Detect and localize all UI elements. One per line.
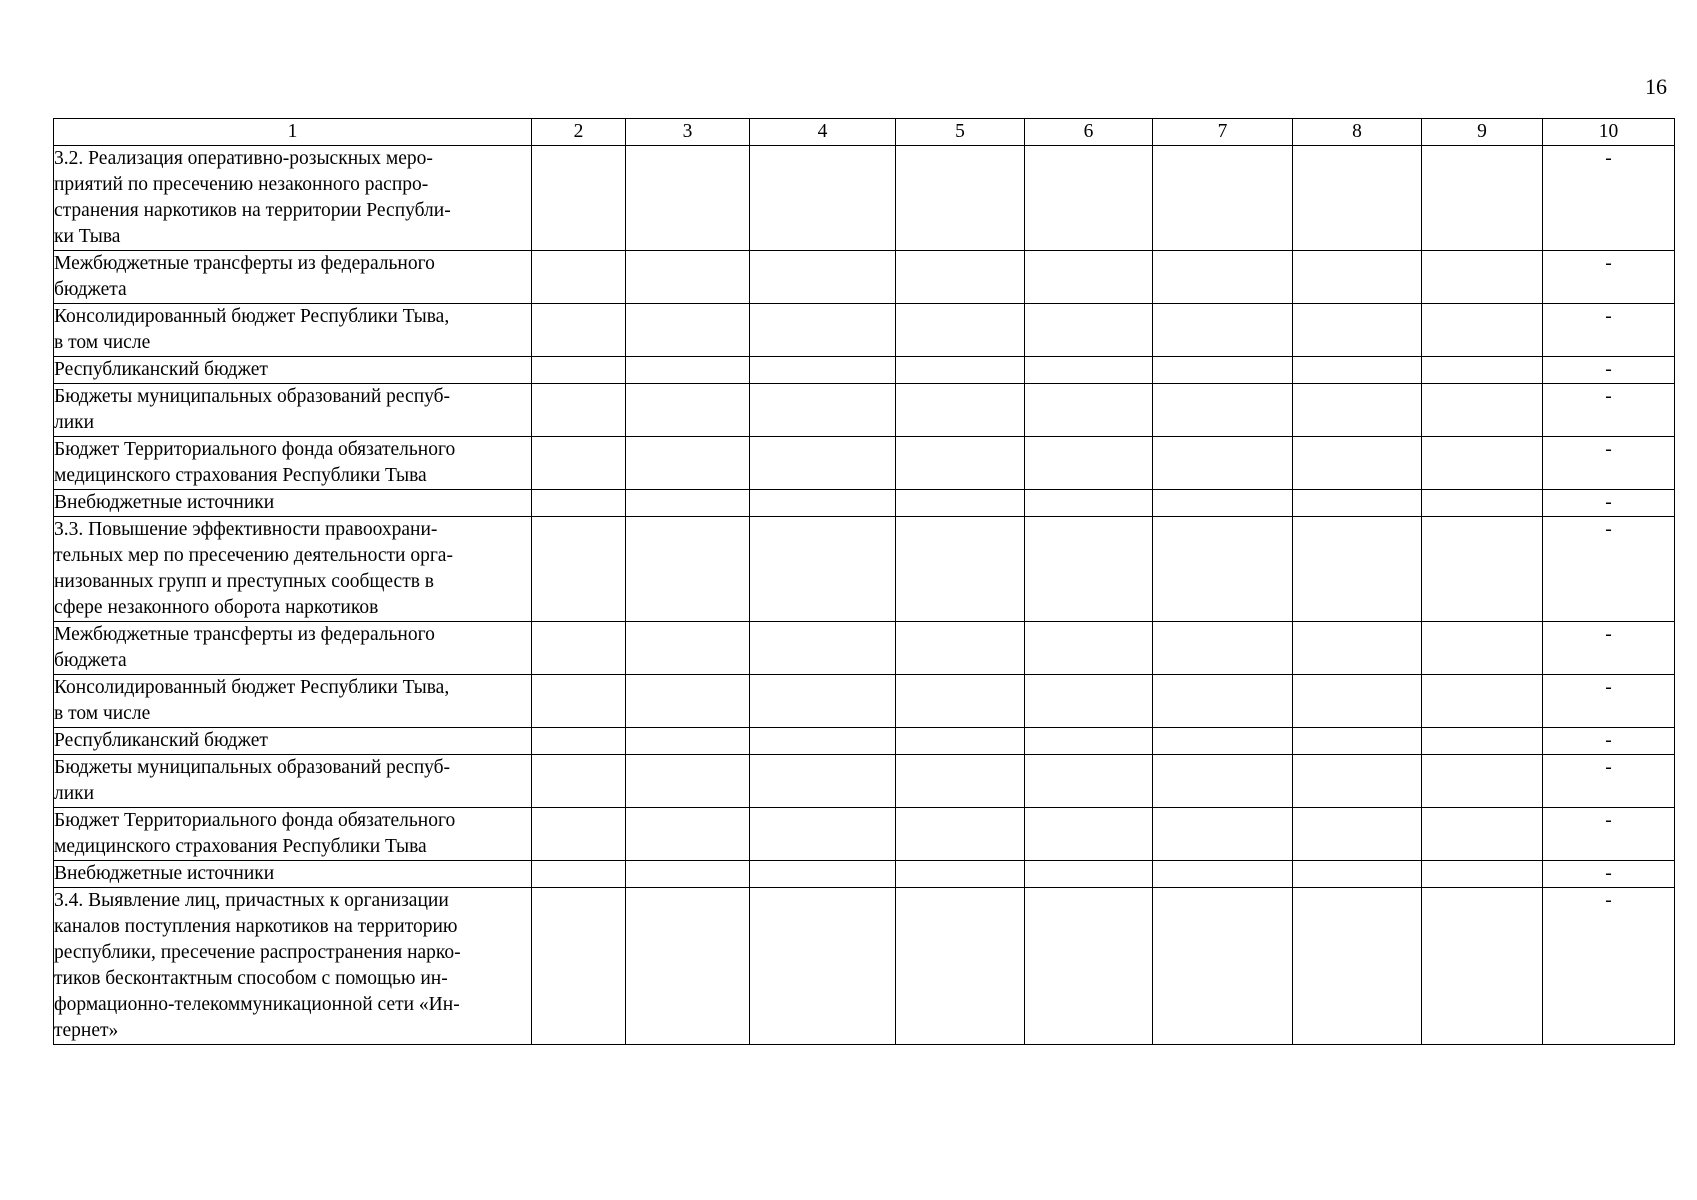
table-cell-col-4 <box>750 146 896 251</box>
table-cell-col-4 <box>750 437 896 490</box>
row-label: Республиканский бюджет <box>54 357 532 384</box>
table-cell-col-5 <box>896 728 1025 755</box>
table-cell-col-3 <box>626 251 750 304</box>
table-cell-col-4 <box>750 675 896 728</box>
table-cell-col-10: - <box>1543 437 1675 490</box>
table-row <box>54 384 1675 437</box>
table-cell-col-7 <box>1153 357 1293 384</box>
table-cell-col-10: - <box>1543 675 1675 728</box>
table-cell-col-6 <box>1025 146 1153 251</box>
table-cell-col-2 <box>532 517 626 622</box>
table-cell-col-2 <box>532 304 626 357</box>
row-label: Бюджеты муниципальных образований респуб- лики <box>54 384 532 437</box>
table-cell-col-8 <box>1293 251 1422 304</box>
table-cell-col-9 <box>1422 357 1543 384</box>
table-cell-col-2 <box>532 808 626 861</box>
row-label: Бюджет Территориального фонда обязательного медицинского страхования Республики Тыва <box>54 808 532 861</box>
table-cell-col-9 <box>1422 304 1543 357</box>
table-cell-col-9 <box>1422 437 1543 490</box>
table-cell-col-3 <box>626 517 750 622</box>
table-cell-col-8 <box>1293 304 1422 357</box>
column-header: 9 <box>1422 119 1543 146</box>
table-cell-col-8 <box>1293 517 1422 622</box>
column-header: 8 <box>1293 119 1422 146</box>
table-cell-col-5 <box>896 755 1025 808</box>
table-cell-col-4 <box>750 304 896 357</box>
table-cell-col-4 <box>750 728 896 755</box>
table-cell-col-8 <box>1293 888 1422 1045</box>
table-cell-col-10: - <box>1543 622 1675 675</box>
table-cell-col-2 <box>532 251 626 304</box>
table-body <box>54 146 1675 1045</box>
page-number: 16 <box>1645 74 1667 99</box>
table-cell-col-5 <box>896 490 1025 517</box>
table-cell-col-4 <box>750 357 896 384</box>
row-label: Внебюджетные источники <box>54 490 532 517</box>
table-cell-col-5 <box>896 622 1025 675</box>
table-cell-col-5 <box>896 146 1025 251</box>
table-cell-col-10: - <box>1543 384 1675 437</box>
table-cell-col-7 <box>1153 755 1293 808</box>
table-cell-col-6 <box>1025 517 1153 622</box>
table-cell-col-4 <box>750 755 896 808</box>
table-cell-col-8 <box>1293 861 1422 888</box>
table-row <box>54 146 1675 251</box>
table-cell-col-5 <box>896 888 1025 1045</box>
table-cell-col-7 <box>1153 146 1293 251</box>
table-cell-col-6 <box>1025 304 1153 357</box>
table-cell-col-3 <box>626 622 750 675</box>
table-cell-col-9 <box>1422 622 1543 675</box>
table-cell-col-8 <box>1293 437 1422 490</box>
table-cell-col-9 <box>1422 888 1543 1045</box>
table-row <box>54 888 1675 1045</box>
table-cell-col-6 <box>1025 490 1153 517</box>
table-cell-col-4 <box>750 808 896 861</box>
table-row <box>54 755 1675 808</box>
table-cell-col-4 <box>750 517 896 622</box>
table-cell-col-9 <box>1422 384 1543 437</box>
table-cell-col-4 <box>750 861 896 888</box>
table-cell-col-3 <box>626 728 750 755</box>
table-cell-col-3 <box>626 888 750 1045</box>
row-label: 3.4. Выявление лиц, причастных к организации каналов поступления наркотиков на территорию республики, пресечение распространения нарко- тиков бесконтактным способом с помощью ин- формационно-телекоммуникационной сети «Ин- тернет» <box>54 888 532 1045</box>
table-cell-col-6 <box>1025 808 1153 861</box>
table-cell-col-8 <box>1293 728 1422 755</box>
table-cell-col-6 <box>1025 384 1153 437</box>
table-row <box>54 861 1675 888</box>
table-cell-col-3 <box>626 304 750 357</box>
table-cell-col-7 <box>1153 861 1293 888</box>
table-cell-col-6 <box>1025 675 1153 728</box>
table-cell-col-10: - <box>1543 146 1675 251</box>
table-cell-col-10: - <box>1543 304 1675 357</box>
budget-table <box>53 118 1675 1045</box>
table-cell-col-8 <box>1293 146 1422 251</box>
table-row <box>54 728 1675 755</box>
table-cell-col-3 <box>626 755 750 808</box>
table-cell-col-2 <box>532 675 626 728</box>
table-cell-col-6 <box>1025 861 1153 888</box>
table-cell-col-2 <box>532 384 626 437</box>
table-cell-col-8 <box>1293 808 1422 861</box>
table-cell-col-5 <box>896 437 1025 490</box>
table-cell-col-6 <box>1025 755 1153 808</box>
table-cell-col-7 <box>1153 490 1293 517</box>
table-cell-col-9 <box>1422 490 1543 517</box>
table-cell-col-5 <box>896 517 1025 622</box>
row-label: 3.2. Реализация оперативно-розыскных меро- приятий по пресечению незаконного распро- странения наркотиков на территории Республи- ки Тыва <box>54 146 532 251</box>
table-cell-col-7 <box>1153 888 1293 1045</box>
column-header: 1 <box>54 119 532 146</box>
row-label: Консолидированный бюджет Республики Тыва, в том числе <box>54 304 532 357</box>
table-cell-col-7 <box>1153 251 1293 304</box>
column-header: 2 <box>532 119 626 146</box>
table-cell-col-4 <box>750 490 896 517</box>
table-cell-col-8 <box>1293 384 1422 437</box>
table-cell-col-6 <box>1025 888 1153 1045</box>
table-cell-col-5 <box>896 357 1025 384</box>
table-cell-col-10: - <box>1543 808 1675 861</box>
table-cell-col-3 <box>626 490 750 517</box>
table-cell-col-8 <box>1293 622 1422 675</box>
table-cell-col-4 <box>750 622 896 675</box>
table-cell-col-2 <box>532 357 626 384</box>
row-label: Республиканский бюджет <box>54 728 532 755</box>
table-cell-col-6 <box>1025 251 1153 304</box>
table-row <box>54 251 1675 304</box>
table-cell-col-9 <box>1422 146 1543 251</box>
row-label: Бюджеты муниципальных образований респуб- лики <box>54 755 532 808</box>
row-label: Внебюджетные источники <box>54 861 532 888</box>
table-row <box>54 675 1675 728</box>
table-cell-col-10: - <box>1543 517 1675 622</box>
table-cell-col-9 <box>1422 517 1543 622</box>
table-cell-col-6 <box>1025 728 1153 755</box>
column-header: 4 <box>750 119 896 146</box>
column-header: 10 <box>1543 119 1675 146</box>
table-cell-col-5 <box>896 251 1025 304</box>
table-cell-col-8 <box>1293 490 1422 517</box>
table-cell-col-2 <box>532 861 626 888</box>
column-header: 7 <box>1153 119 1293 146</box>
table-cell-col-7 <box>1153 675 1293 728</box>
table-cell-col-2 <box>532 728 626 755</box>
table-cell-col-9 <box>1422 728 1543 755</box>
table-cell-col-3 <box>626 437 750 490</box>
row-label: Консолидированный бюджет Республики Тыва, в том числе <box>54 675 532 728</box>
table-cell-col-10: - <box>1543 888 1675 1045</box>
table-cell-col-8 <box>1293 675 1422 728</box>
table-cell-col-10: - <box>1543 861 1675 888</box>
table-cell-col-6 <box>1025 357 1153 384</box>
column-header: 6 <box>1025 119 1153 146</box>
table-cell-col-3 <box>626 675 750 728</box>
table-cell-col-2 <box>532 622 626 675</box>
table-cell-col-6 <box>1025 437 1153 490</box>
table-cell-col-2 <box>532 755 626 808</box>
table-cell-col-7 <box>1153 304 1293 357</box>
row-label: Межбюджетные трансферты из федерального бюджета <box>54 622 532 675</box>
table-cell-col-9 <box>1422 251 1543 304</box>
table-cell-col-10: - <box>1543 490 1675 517</box>
table-cell-col-5 <box>896 675 1025 728</box>
table-cell-col-8 <box>1293 357 1422 384</box>
table-cell-col-9 <box>1422 755 1543 808</box>
table-cell-col-7 <box>1153 622 1293 675</box>
table-cell-col-7 <box>1153 808 1293 861</box>
table-cell-col-7 <box>1153 728 1293 755</box>
table-row <box>54 437 1675 490</box>
table-cell-col-2 <box>532 146 626 251</box>
column-header: 3 <box>626 119 750 146</box>
table-cell-col-9 <box>1422 808 1543 861</box>
row-label: Межбюджетные трансферты из федерального бюджета <box>54 251 532 304</box>
table-cell-col-7 <box>1153 437 1293 490</box>
table-cell-col-6 <box>1025 622 1153 675</box>
row-label: Бюджет Территориального фонда обязательного медицинского страхования Республики Тыва <box>54 437 532 490</box>
table-header-row <box>54 119 1675 146</box>
table-cell-col-4 <box>750 251 896 304</box>
column-header: 5 <box>896 119 1025 146</box>
table-row <box>54 357 1675 384</box>
table-cell-col-7 <box>1153 517 1293 622</box>
table-row <box>54 622 1675 675</box>
table-cell-col-7 <box>1153 384 1293 437</box>
table-cell-col-2 <box>532 888 626 1045</box>
table-cell-col-9 <box>1422 861 1543 888</box>
table-cell-col-2 <box>532 437 626 490</box>
table-cell-col-3 <box>626 357 750 384</box>
table-cell-col-10: - <box>1543 728 1675 755</box>
table-row <box>54 808 1675 861</box>
row-label: 3.3. Повышение эффективности правоохрани- тельных мер по пресечению деятельности орга- низованных групп и преступных сообществ в сфере незаконного оборота наркотиков <box>54 517 532 622</box>
table-row <box>54 304 1675 357</box>
table-cell-col-4 <box>750 384 896 437</box>
table-cell-col-10: - <box>1543 251 1675 304</box>
table-cell-col-3 <box>626 861 750 888</box>
table-row <box>54 490 1675 517</box>
table-cell-col-5 <box>896 384 1025 437</box>
table-cell-col-5 <box>896 861 1025 888</box>
table-cell-col-5 <box>896 304 1025 357</box>
table-cell-col-3 <box>626 384 750 437</box>
table-cell-col-10: - <box>1543 357 1675 384</box>
table-cell-col-5 <box>896 808 1025 861</box>
table-cell-col-9 <box>1422 675 1543 728</box>
table-cell-col-2 <box>532 490 626 517</box>
table-row <box>54 517 1675 622</box>
table-cell-col-10: - <box>1543 755 1675 808</box>
table-cell-col-8 <box>1293 755 1422 808</box>
table-cell-col-3 <box>626 808 750 861</box>
table-cell-col-3 <box>626 146 750 251</box>
table-cell-col-4 <box>750 888 896 1045</box>
